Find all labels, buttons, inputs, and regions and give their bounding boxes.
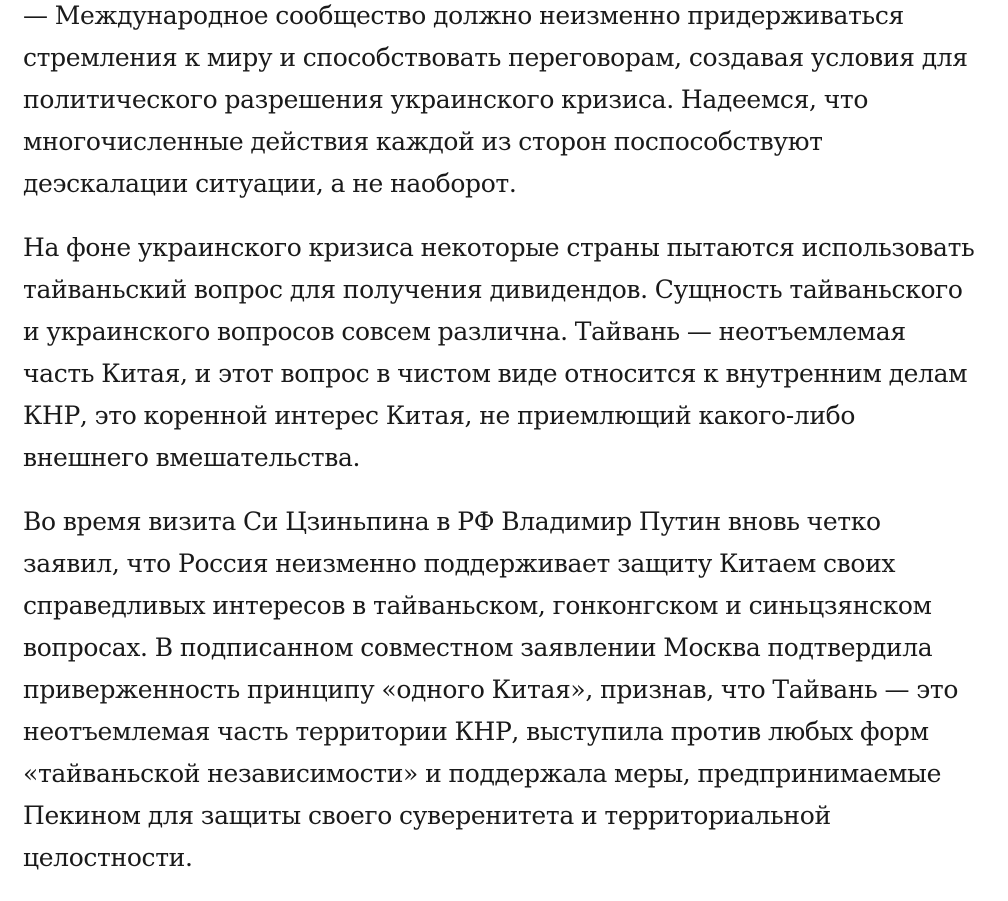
article-paragraph-2: На фоне украинского кризиса некоторые страны пытаются использовать тайваньский вопрос для получения дивидендов. Сущность тайваньского и украинского вопросов совсем различна. Тайвань — неотъемлемая часть Китая, и этот вопрос в чистом виде относится к внутренним делам КНР, это коренной интерес Китая, не приемлющий какого-либо внешнего вмешательства.	[23, 233, 975, 472]
article-paragraph-3: Во время визита Си Цзиньпина в РФ Владимир Путин вновь четко заявил, что Россия неизменно поддерживает защиту Китаем своих справедливых интересов в тайваньском, гонконгском и синьцзянском вопросах. В подписанном совместном заявлении Москва подтвердила приверженность принципу «одного Китая», признав, что Тайвань — это неотъемлемая часть территории КНР, выступила против любых форм «тайваньской независимости» и поддержала меры, предпринимаемые Пекином для защиты своего суверенитета и территориальной целостности.	[23, 507, 959, 872]
article-body	[23, 0, 983, 901]
article-paragraph-1: — Международное сообщество должно неизменно придерживаться стремления к миру и способствовать переговорам, создавая условия для политического разрешения украинского кризиса. Надеемся, что многочисленные действия каждой из сторон поспособствуют деэскалации ситуации, а не наоборот.	[23, 1, 968, 198]
